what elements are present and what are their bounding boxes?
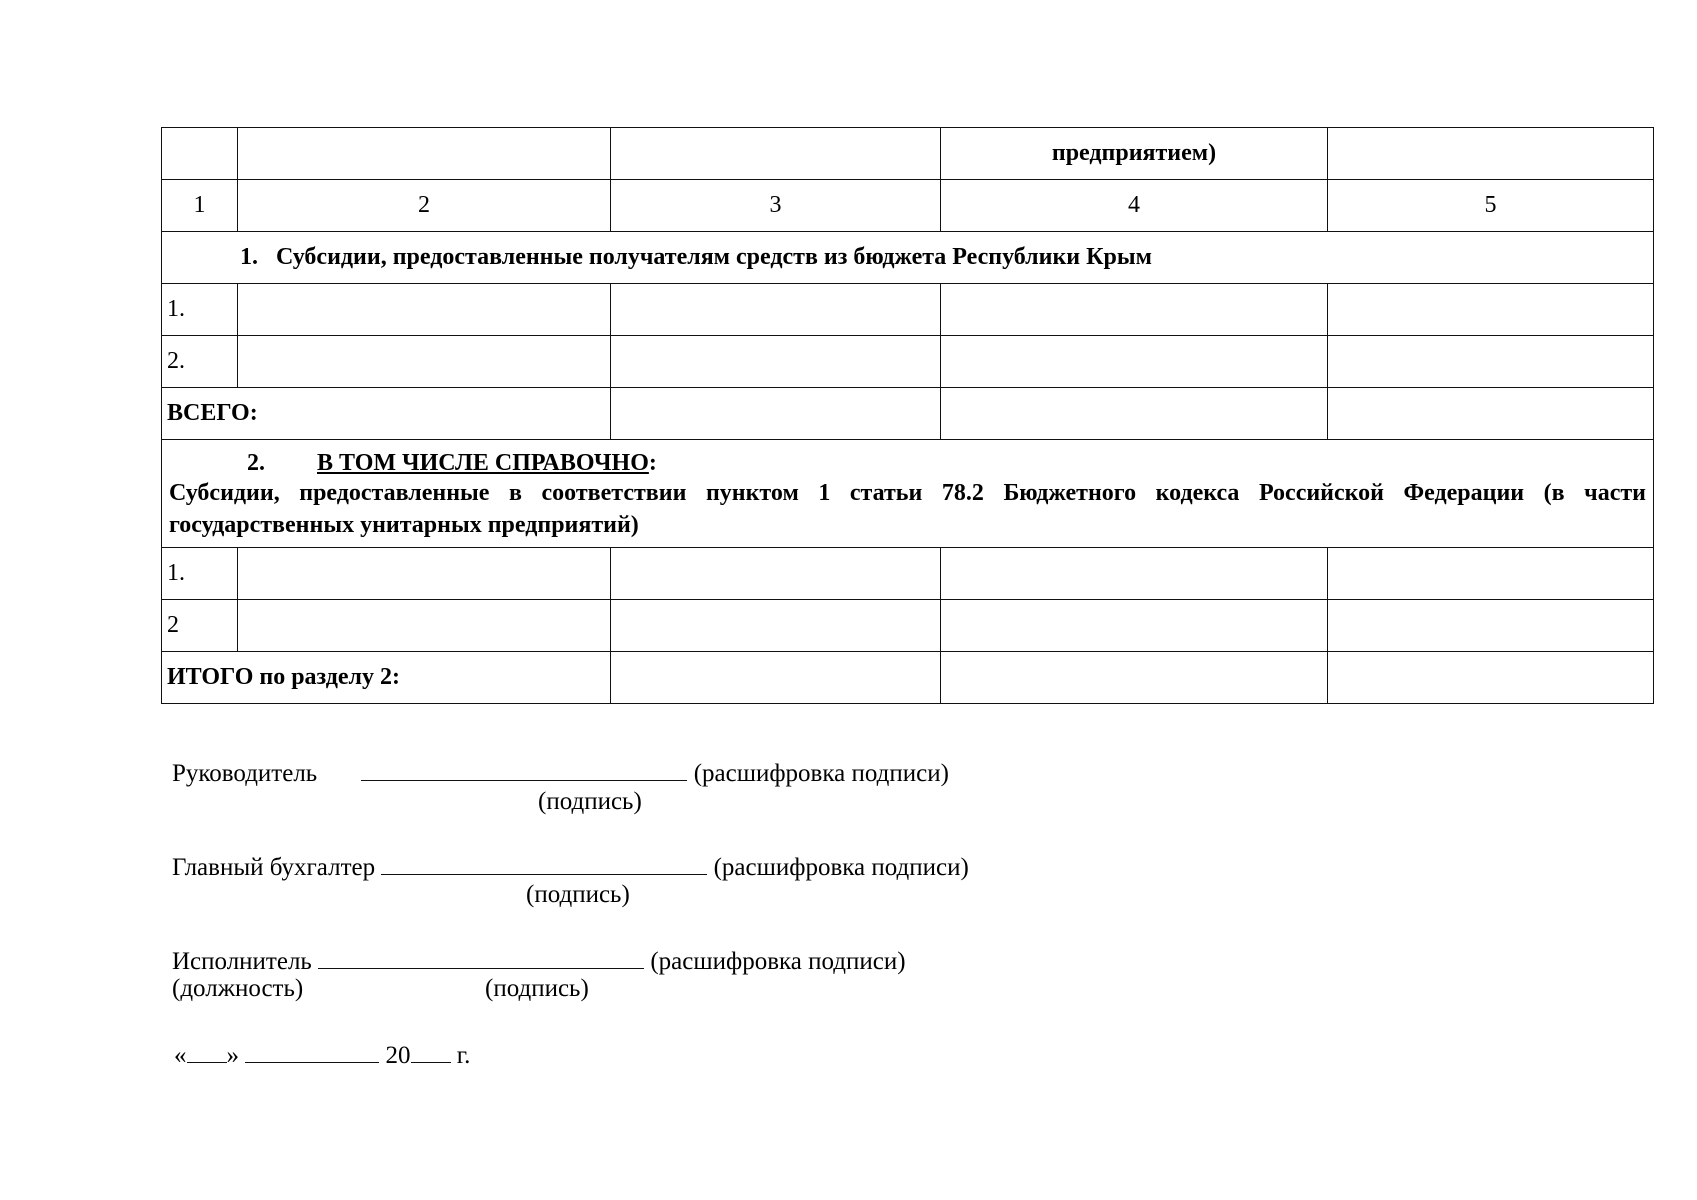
header-cell bbox=[238, 128, 611, 180]
table-cell bbox=[238, 600, 611, 652]
table-row bbox=[162, 336, 1654, 388]
table-cell bbox=[1328, 388, 1654, 440]
date-suffix: г. bbox=[456, 1042, 471, 1069]
header-continuation-row bbox=[162, 128, 1654, 180]
table-cell bbox=[611, 284, 941, 336]
head-label: Руководитель bbox=[172, 760, 318, 787]
executor-position-caption: (должность) bbox=[172, 975, 304, 1002]
table-cell bbox=[941, 388, 1328, 440]
table-cell bbox=[1328, 548, 1654, 600]
section1-number: 1. bbox=[240, 244, 258, 270]
section1-heading-row bbox=[162, 232, 1654, 284]
chief-accountant-decoding: (расшифровка подписи) bbox=[713, 854, 969, 881]
table-cell bbox=[238, 336, 611, 388]
header-cell bbox=[611, 128, 941, 180]
section2-title-colon: : bbox=[648, 450, 657, 476]
chief-accountant-signature-line bbox=[172, 850, 969, 882]
table-cell bbox=[611, 600, 941, 652]
table-row bbox=[162, 548, 1654, 600]
chief-accountant-signature-caption: (подпись) bbox=[526, 881, 630, 908]
section2-heading-row bbox=[162, 440, 1654, 548]
row-number: 1. bbox=[162, 284, 238, 336]
section2-title: В ТОМ ЧИСЛЕ СПРАВОЧНО bbox=[317, 450, 649, 476]
table-cell bbox=[611, 652, 941, 704]
table-cell bbox=[238, 284, 611, 336]
chief-accountant-label: Главный бухгалтер bbox=[172, 854, 376, 881]
table-cell bbox=[1328, 284, 1654, 336]
executor-label: Исполнитель bbox=[172, 948, 312, 975]
date-open-quote: « bbox=[174, 1042, 187, 1069]
table-cell bbox=[1328, 600, 1654, 652]
section2-total-row bbox=[162, 652, 1654, 704]
date-month-field[interactable] bbox=[245, 1038, 379, 1063]
subsidies-table bbox=[161, 127, 1654, 704]
executor-signature-field[interactable] bbox=[318, 944, 644, 969]
column-number: 3 bbox=[611, 180, 941, 232]
row-number: 2 bbox=[162, 600, 238, 652]
header-cell-continuation: предприятием) bbox=[941, 128, 1328, 180]
chief-accountant-signature-field[interactable] bbox=[381, 850, 707, 875]
table-cell bbox=[941, 284, 1328, 336]
head-signature-caption: (подпись) bbox=[538, 788, 642, 815]
column-number: 4 bbox=[941, 180, 1328, 232]
header-cell bbox=[1328, 128, 1654, 180]
section2-total-label: ИТОГО по разделу 2: bbox=[162, 652, 611, 704]
section1-total-label: ВСЕГО: bbox=[162, 388, 611, 440]
head-signature-field[interactable] bbox=[361, 756, 687, 781]
table-cell bbox=[1328, 652, 1654, 704]
section1-total-row bbox=[162, 388, 1654, 440]
column-number: 5 bbox=[1328, 180, 1654, 232]
section2-description: Субсидии, предоставленные в соответствии пунктом 1 статьи 78.2 Бюджетного кодекса Российской Федерации (в части государственных унитарных предприятий) bbox=[169, 480, 1646, 538]
date-year-prefix: 20 bbox=[385, 1042, 411, 1069]
table-cell bbox=[941, 652, 1328, 704]
section1-heading bbox=[162, 232, 1654, 284]
row-number: 2. bbox=[162, 336, 238, 388]
table-row bbox=[162, 600, 1654, 652]
column-numbers-row bbox=[162, 180, 1654, 232]
section2-number: 2. bbox=[247, 450, 265, 476]
date-day-field[interactable] bbox=[187, 1038, 227, 1063]
executor-decoding: (расшифровка подписи) bbox=[650, 948, 906, 975]
table-cell bbox=[611, 336, 941, 388]
date-year-field[interactable] bbox=[411, 1038, 451, 1063]
table-cell bbox=[1328, 336, 1654, 388]
table-row bbox=[162, 284, 1654, 336]
column-number: 2 bbox=[238, 180, 611, 232]
executor-signature-caption: (подпись) bbox=[485, 975, 589, 1002]
section1-title: Субсидии, предоставленные получателям средств из бюджета Республики Крым bbox=[276, 244, 1152, 270]
table-cell bbox=[611, 388, 941, 440]
head-decoding: (расшифровка подписи) bbox=[693, 760, 949, 787]
section2-title-line bbox=[169, 450, 1646, 477]
section2-heading bbox=[162, 440, 1654, 548]
executor-signature-line bbox=[172, 944, 906, 976]
table-cell bbox=[941, 548, 1328, 600]
header-cell bbox=[162, 128, 238, 180]
table-cell bbox=[611, 548, 941, 600]
date-close-quote: » bbox=[226, 1042, 239, 1069]
date-line bbox=[174, 1038, 470, 1070]
row-number: 1. bbox=[162, 548, 238, 600]
head-signature-line bbox=[172, 756, 949, 788]
table-cell bbox=[941, 336, 1328, 388]
column-number: 1 bbox=[162, 180, 238, 232]
table-cell bbox=[941, 600, 1328, 652]
table-cell bbox=[238, 548, 611, 600]
